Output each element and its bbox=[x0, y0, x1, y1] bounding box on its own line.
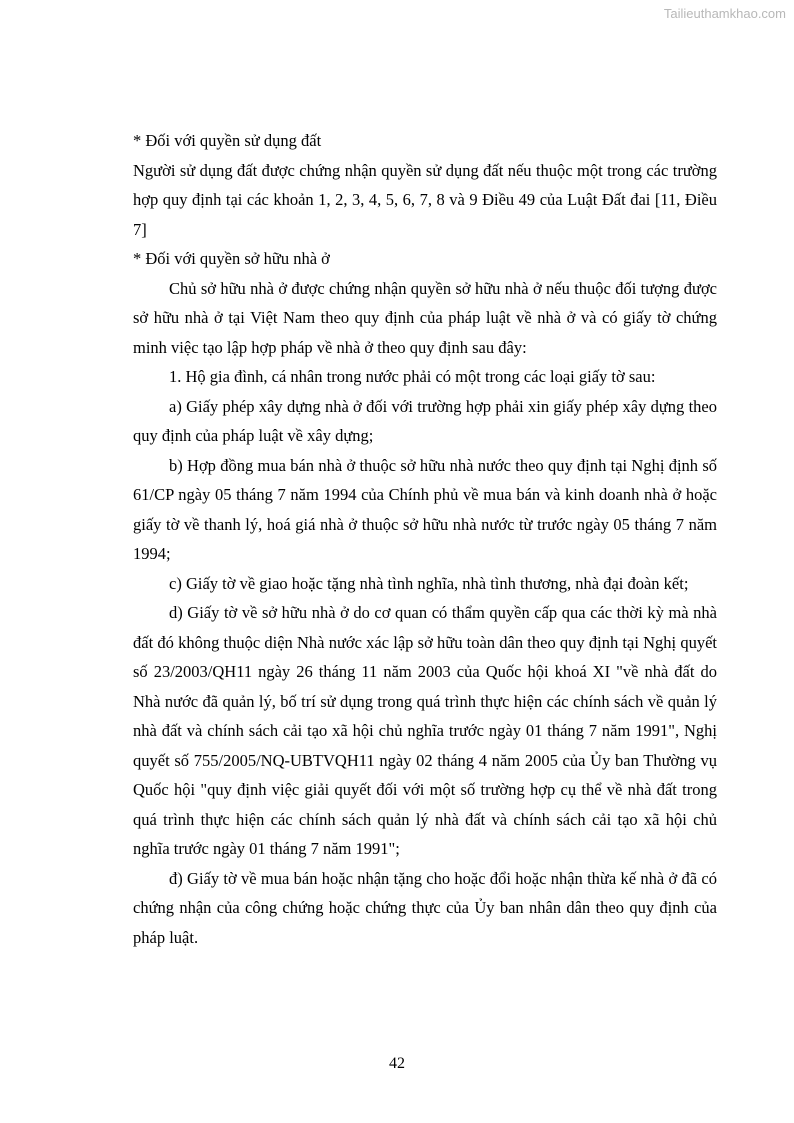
paragraph-item-b: b) Hợp đồng mua bán nhà ở thuộc sở hữu nhà nước theo quy định tại Nghị định số 61/CP ngày 05 tháng 7 năm 1994 của Chính phủ về mua bán và kinh doanh nhà ở hoặc giấy tờ về thanh lý, hoá giá nhà ở thuộc sở hữu nhà nước từ trước ngày 05 tháng 7 năm 1994; bbox=[133, 455, 717, 563]
page-number: 42 bbox=[389, 1055, 405, 1072]
paragraph-item-d: d) Giấy tờ về sở hữu nhà ở do cơ quan có thẩm quyền cấp qua các thời kỳ mà nhà đất đó không thuộc diện Nhà nước xác lập sở hữu toàn dân theo quy định tại Nghị quyết số 23/2003/QH11 ngày 26 tháng 11 năm 2003 của Quốc hội khoá XI "về nhà đất do Nhà nước đã quản lý, bố trí sử dụng trong quá trình thực hiện các chính sách về quản lý nhà đất và chính sách cải tạo xã hội chủ nghĩa trước ngày 01 tháng 7 năm 1991", Nghị quyết số 755/2005/NQ-UBTVQH11 ngày 02 tháng 4 năm 2005 của Ủy ban Thường vụ Quốc hội "quy định việc giải quyết đối với một số trường hợp cụ thể về nhà đất trong quá trình thực hiện các chính sách quản lý nhà đất và chính sách cải tạo xã hội chủ nghĩa trước ngày 01 tháng 7 năm 1991"; bbox=[133, 603, 717, 858]
heading-house-ownership: * Đối với quyền sở hữu nhà ở bbox=[133, 249, 330, 268]
heading-land-use-rights: * Đối với quyền sử dụng đất bbox=[133, 131, 322, 150]
watermark: Tailieuthamkhao.com bbox=[663, 6, 786, 21]
paragraph-land-user: Người sử dụng đất được chứng nhận quyền sử dụng đất nếu thuộc một trong các trường hợp quy định tại các khoản 1, 2, 3, 4, 5, 6, 7, 8 và 9 Điều 49 của Luật Đất đai [11, Điều 7] bbox=[133, 160, 717, 239]
paragraph-item-dd: đ) Giấy tờ về mua bán hoặc nhận tặng cho hoặc đổi hoặc nhận thừa kế nhà ở đã có chứng nhận của công chứng hoặc chứng thực của Ủy ban nhân dân theo quy định của pháp luật. bbox=[133, 868, 717, 947]
paragraph-item-c: c) Giấy tờ về giao hoặc tặng nhà tình nghĩa, nhà tình thương, nhà đại đoàn kết; bbox=[169, 573, 689, 593]
paragraph-owner: Chủ sở hữu nhà ở được chứng nhận quyền sở hữu nhà ở nếu thuộc đối tượng được sở hữu nhà ở tại Việt Nam theo quy định của pháp luật về nhà ở và có giấy tờ chứng minh việc tạo lập hợp pháp về nhà ở theo quy định sau đây: bbox=[133, 278, 717, 357]
paragraph-item-a: a) Giấy phép xây dựng nhà ở đối với trường hợp phải xin giấy phép xây dựng theo quy định của pháp luật về xây dựng; bbox=[133, 396, 717, 445]
document-body bbox=[133, 126, 717, 952]
paragraph-item-1: 1. Hộ gia đình, cá nhân trong nước phải có một trong các loại giấy tờ sau: bbox=[169, 367, 656, 386]
